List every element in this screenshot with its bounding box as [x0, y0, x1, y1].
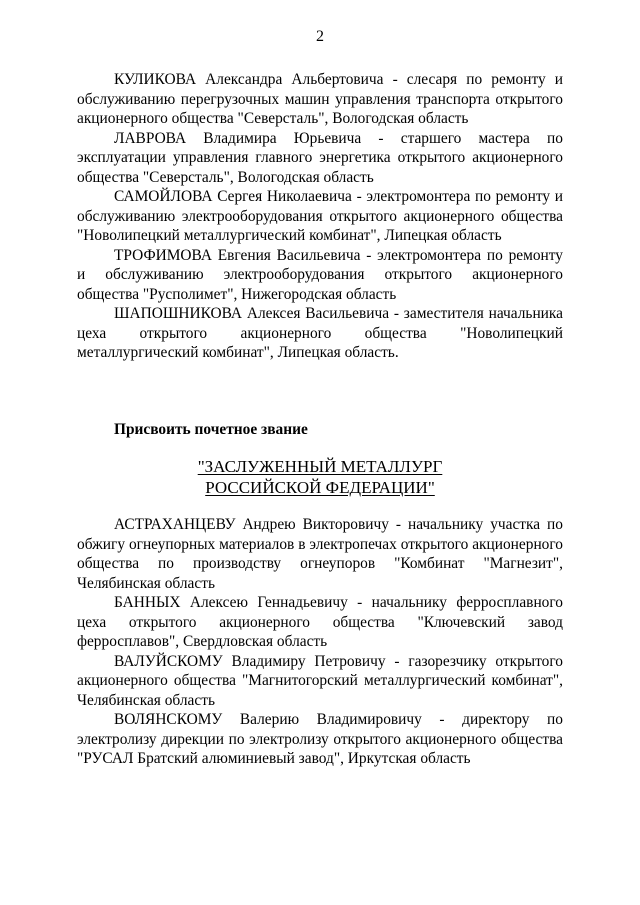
- page-number: 2: [316, 28, 324, 45]
- award-title-line-2: РОССИЙСКОЙ ФЕДЕРАЦИИ": [205, 478, 435, 497]
- nominee-paragraph: САМОЙЛОВА Сергея Николаевича - электромонтера по ремонту и обслуживанию электрооборудования открытого акционерного общества "Новолипецкий металлургический комбинат", Липецкая область: [77, 188, 563, 244]
- nominee-paragraph: ВАЛУЙСКОМУ Владимиру Петровичу - газорезчику открытого акционерного общества "Магнитогорский металлургический комбинат", Челябинская область: [77, 652, 563, 709]
- nominee-list-honored-section: [77, 515, 563, 769]
- nominee-paragraph: АСТРАХАНЦЕВУ Андрею Викторовичу - начальнику участка по обжигу огнеупорных материалов в электропечах открытого акционерного общества по производству огнеупоров "Комбинат "Магнезит", Челябинская область: [77, 516, 563, 592]
- nominee-paragraph: ШАПОШНИКОВА Алексея Васильевича - заместителя начальника цеха открытого акционерного общества "Новолипецкий металлургический комбинат", Липецкая область.: [77, 305, 563, 361]
- award-title-line-1: "ЗАСЛУЖЕННЫЙ МЕТАЛЛУРГ: [197, 457, 443, 476]
- nominee-paragraph: БАННЫХ Алексею Геннадьевичу - начальнику ферросплавного цеха открытого акционерного общества "Ключевский завод ферросплавов", Свердловская область: [77, 594, 563, 650]
- award-heading: Присвоить почетное звание: [114, 421, 308, 438]
- nominee-list-metallurgist-section: [77, 70, 563, 363]
- nominee-paragraph: ВОЛЯНСКОМУ Валерию Владимировичу - директору по электролизу дирекции по электролизу открытого акционерного общества "РУСАЛ Братский алюминиевый завод", Иркутская область: [77, 711, 563, 767]
- nominee-paragraph: ЛАВРОВА Владимира Юрьевича - старшего мастера по эксплуатации управления главного энергетика открытого акционерного общества "Северсталь", Вологодская область: [77, 129, 563, 186]
- nominee-paragraph: КУЛИКОВА Александра Альбертовича - слесаря по ремонту и обслуживанию перегрузочных машин управления транспорта открытого акционерного общества "Северсталь", Вологодская область: [77, 71, 563, 127]
- award-title: [0, 456, 640, 498]
- nominee-paragraph: ТРОФИМОВА Евгения Васильевича - электромонтера по ремонту и обслуживанию электрооборудования открытого акционерного общества "Русполимет", Нижегородская область: [77, 246, 563, 303]
